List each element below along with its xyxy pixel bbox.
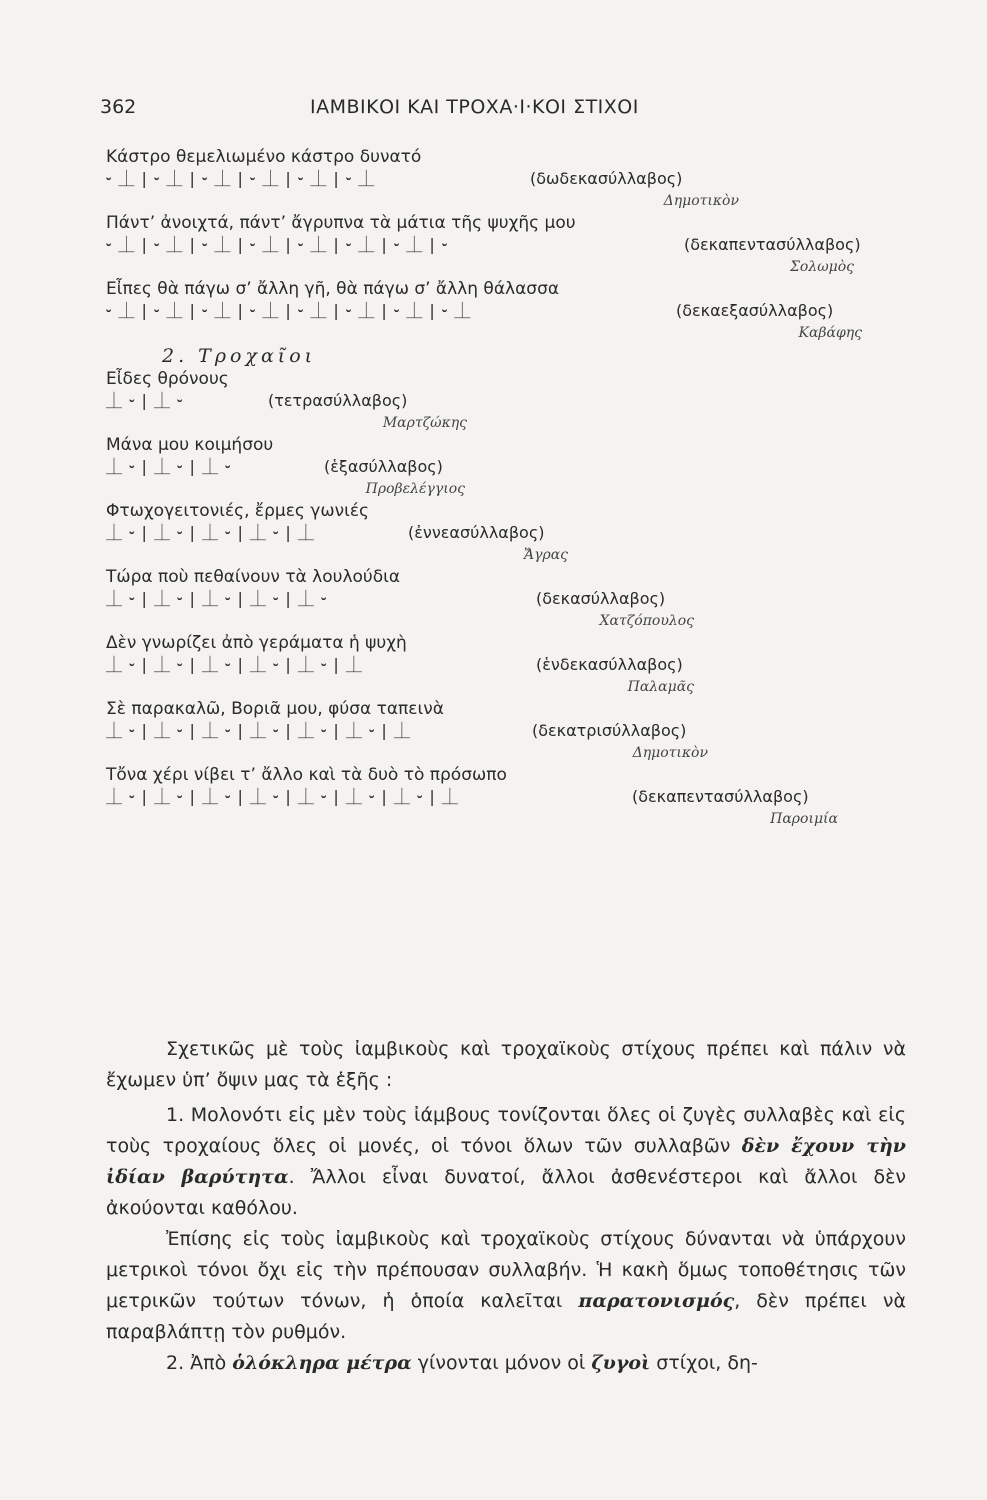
paragraph xyxy=(106,1100,906,1224)
paragraph-text: . Ἄλλοι εἶναι δυνατοί, ἄλλοι ἀσθενέστεροι καὶ ἄλλοι δὲν ἀκούονται καθόλου. xyxy=(106,1166,906,1219)
verse-line: Μάνα μου κοιμήσου xyxy=(106,435,274,455)
paragraph-text: Σχετικῶς μὲ τοὺς ἰαμβικοὺς καὶ τροχαϊκοὺς στίχους πρέπει καὶ πάλιν νὰ ἔχωμεν ὑπ’ ὄψιν μας τὰ ἑξῆς : xyxy=(106,1038,906,1091)
meter-pattern: ⏑ ⏊ | ⏑ ⏊ | ⏑ ⏊ | ⏑ ⏊ | ⏑ ⏊ | ⏑ ⏊ xyxy=(106,169,376,188)
meter-pattern: ⏊ ⏑ | ⏊ ⏑ | ⏊ ⏑ | ⏊ ⏑ | ⏊ xyxy=(106,523,315,542)
poet-name: Χατζόπουλος xyxy=(599,613,694,629)
verse-line: Εἶπες θὰ πάγω σ’ ἄλλη γῆ, θὰ πάγω σ’ ἄλλη θάλασσα xyxy=(106,279,560,299)
paragraph-text: 2. Ἀπὸ xyxy=(166,1352,233,1374)
running-title: ΙΑΜΒΙΚΟΙ ΚΑΙ ΤΡΟΧΑ·Ι·ΚΟΙ ΣΤΙΧΟΙ xyxy=(310,96,639,118)
verse-class: (ἐννεασύλλαβος) xyxy=(408,523,545,542)
meter-pattern: ⏊ ⏑ | ⏊ ⏑ | ⏊ ⏑ | ⏊ ⏑ | ⏊ ⏑ | ⏊ ⏑ | ⏊ xyxy=(106,721,411,740)
poet-name: Δημοτικὸν xyxy=(632,745,708,761)
emphasis-text: ζυγοὶ xyxy=(591,1352,651,1374)
meter-scheme xyxy=(106,720,886,742)
paragraph xyxy=(106,1034,906,1096)
meter-pattern: ⏊ ⏑ | ⏊ ⏑ | ⏊ ⏑ | ⏊ ⏑ | ⏊ ⏑ xyxy=(106,589,328,608)
examples-block xyxy=(106,146,886,830)
emphasis-text: δὲν ἔχουν τὴν ἰδίαν βαρύτητα xyxy=(106,1135,906,1188)
meter-pattern: ⏑ ⏊ | ⏑ ⏊ | ⏑ ⏊ | ⏑ ⏊ | ⏑ ⏊ | ⏑ ⏊ | ⏑ ⏊ | ⏑ xyxy=(106,235,449,254)
poet-name: Ἄγρας xyxy=(523,547,568,563)
meter-pattern: ⏊ ⏑ | ⏊ ⏑ | ⏊ ⏑ | ⏊ ⏑ | ⏊ ⏑ | ⏊ ⏑ | ⏊ ⏑ | ⏊ xyxy=(106,787,459,806)
paragraph-text: γίνονται μόνον οἱ xyxy=(411,1352,592,1374)
meter-pattern: ⏑ ⏊ | ⏑ ⏊ | ⏑ ⏊ | ⏑ ⏊ | ⏑ ⏊ | ⏑ ⏊ | ⏑ ⏊ | ⏑ ⏊ xyxy=(106,301,472,320)
emphasis-text: ὁλόκληρα μέτρα xyxy=(232,1352,412,1374)
verse-class: (δεκασύλλαβος) xyxy=(536,589,666,608)
verse-line: Δὲν γνωρίζει ἀπὸ γεράματα ἡ ψυχὴ xyxy=(106,633,407,653)
paragraph-text: Ἐπίσης εἰς τοὺς ἰαμβικοὺς καὶ τροχαϊκοὺς στίχους δύνανται νὰ ὑπάρχουν μετρικοὶ τόνοι ὄχι εἰς τὴν πρέπουσαν συλλαβήν. Ἡ κακὴ ὅμως τοποθέτησις τῶν μετρικῶν τούτων τόνων, ἡ ὁποία καλεῖται xyxy=(106,1228,906,1312)
meter-scheme xyxy=(106,522,886,544)
poet-name: Καβάφης xyxy=(798,325,862,341)
verse-line: Πάντ’ ἀνοιχτά, πάντ’ ἄγρυπνα τὰ μάτια τῆς ψυχῆς μου xyxy=(106,213,576,233)
meter-pattern: ⏊ ⏑ | ⏊ ⏑ | ⏊ ⏑ | ⏊ ⏑ | ⏊ ⏑ | ⏊ xyxy=(106,655,363,674)
verse-line: Φτωχογειτονιές, ἔρμες γωνιές xyxy=(106,501,370,521)
meter-scheme xyxy=(106,300,886,322)
poet-name: Σολωμὸς xyxy=(790,259,854,275)
meter-scheme xyxy=(106,234,886,256)
verse-line: Τώρα ποὺ πεθαίνουν τὰ λουλούδια xyxy=(106,567,401,587)
meter-scheme xyxy=(106,786,886,808)
meter-scheme xyxy=(106,588,886,610)
paragraph-text: στίχοι, δη- xyxy=(650,1352,758,1374)
verse-line: Τὄνα χέρι νίβει τ’ ἄλλο καὶ τὰ δυὸ τὸ πρόσωπο xyxy=(106,765,507,785)
meter-scheme xyxy=(106,390,886,412)
section-heading: 2. Τροχαῖοι xyxy=(162,345,317,367)
verse-class: (ἑξασύλλαβος) xyxy=(324,457,443,476)
verse-line: Σὲ παρακαλῶ, Βοριᾶ μου, φύσα ταπεινὰ xyxy=(106,699,444,719)
verse-class: (δεκαπεντασύλλαβος) xyxy=(684,235,861,254)
verse-class: (ἑνδεκασύλλαβος) xyxy=(536,655,683,674)
meter-scheme xyxy=(106,654,886,676)
page-header xyxy=(100,96,880,126)
meter-pattern: ⏊ ⏑ | ⏊ ⏑ | ⏊ ⏑ xyxy=(106,457,232,476)
verse-class: (τετρασύλλαβος) xyxy=(268,391,408,410)
verse-class: (δεκατρισύλλαβος) xyxy=(532,721,687,740)
verse-line: Εἶδες θρόνους xyxy=(106,369,229,389)
emphasis-text: παρατονισμός xyxy=(578,1290,735,1312)
body-text xyxy=(106,1034,906,1379)
meter-scheme xyxy=(106,456,886,478)
paragraph xyxy=(106,1224,906,1348)
poet-name: Παλαμᾶς xyxy=(627,679,694,695)
poet-name: Δημοτικὸν xyxy=(663,193,739,209)
verse-class: (δεκαεξασύλλαβος) xyxy=(676,301,834,320)
poet-name: Προβελέγγιος xyxy=(365,481,465,497)
meter-scheme xyxy=(106,168,886,190)
paragraph-text: 1. Μολονότι εἰς μὲν τοὺς ἰάμβους τονίζονται ὅλες οἱ ζυγὲς συλλαβὲς καὶ εἰς τοὺς τροχαίους ὅλες οἱ μονές, οἱ τόνοι ὅλων τῶν συλλαβῶν xyxy=(106,1104,906,1157)
poet-name: Παροιμία xyxy=(770,811,838,827)
paragraph-text: , δὲν πρέπει νὰ παραβλάπτῃ τὸν ρυθμόν. xyxy=(106,1290,906,1343)
verse-line: Κάστρο θεμελιωμένο κάστρο δυνατό xyxy=(106,147,422,167)
poet-name: Μαρτζώκης xyxy=(382,415,467,431)
page-number: 362 xyxy=(100,96,137,118)
meter-pattern: ⏊ ⏑ | ⏊ ⏑ xyxy=(106,391,184,410)
verse-class: (δωδεκασύλλαβος) xyxy=(530,169,683,188)
verse-class: (δεκαπεντασύλλαβος) xyxy=(632,787,809,806)
paragraph xyxy=(106,1348,906,1379)
